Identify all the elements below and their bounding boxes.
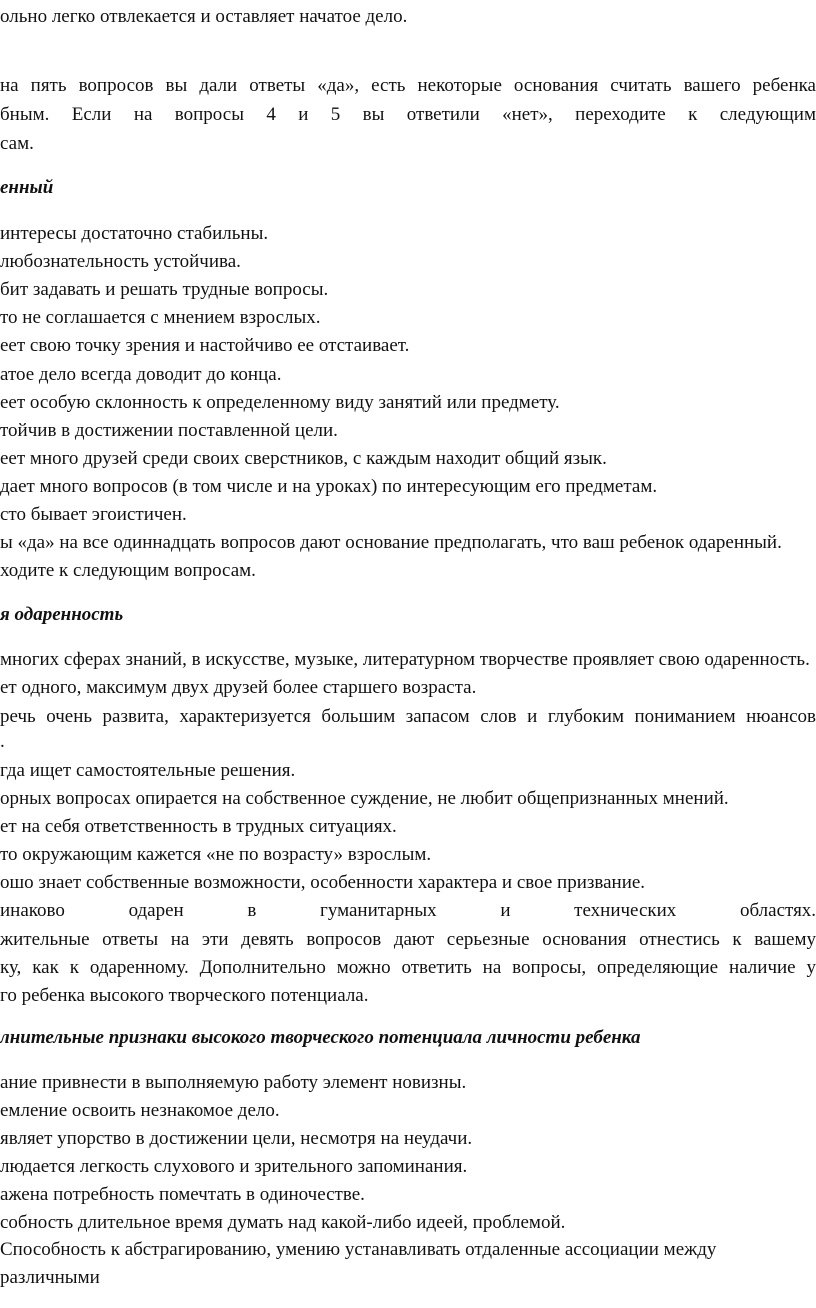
list-item: то окружающим кажется «не по возрасту» взрослым. bbox=[0, 844, 432, 865]
list-item: еет особую склонность к определенному виду занятий или предмету. bbox=[0, 392, 560, 413]
speech-line2: . bbox=[0, 731, 5, 752]
list-item: людается легкость слухового и зрительного запоминания. bbox=[0, 1156, 468, 1177]
equal-word: инаково bbox=[0, 900, 65, 921]
para1-line1: на пять вопросов вы дали ответы «да», есть некоторые основания считать вашего ребенка bbox=[0, 75, 816, 96]
heading-gifted: енный bbox=[0, 177, 54, 198]
list-item: орных вопросах опирается на собственное суждение, не любит общепризнанных мнений. bbox=[0, 788, 729, 809]
list-item: любознательность устойчива. bbox=[0, 251, 241, 272]
list-item: атое дело всегда доводит до конца. bbox=[0, 364, 282, 385]
list-item: еет свою точку зрения и настойчиво ее отстаивает. bbox=[0, 335, 410, 356]
list-item: собность длительное время думать над какой-либо идеей, проблемой. bbox=[0, 1212, 566, 1233]
list-item: тойчив в достижении поставленной цели. bbox=[0, 420, 338, 441]
list-item: многих сферах знаний, в искусстве, музыке, литературном творчестве проявляет свою одаренность. bbox=[0, 649, 810, 670]
speech-line1: речь очень развита, характеризуется большим запасом слов и глубоким пониманием нюансов bbox=[0, 706, 816, 727]
list-item: интересы достаточно стабильны. bbox=[0, 223, 269, 244]
heading-talent: я одаренность bbox=[0, 604, 124, 625]
list-item: емление освоить незнакомое дело. bbox=[0, 1100, 280, 1121]
heading-creative: лнительные признаки высокого творческого потенциала личности ребенка bbox=[0, 1027, 641, 1048]
talent-conclusion-line3: го ребенка высокого творческого потенциала. bbox=[0, 985, 369, 1006]
list-item: гда ищет самостоятельные решения. bbox=[0, 760, 296, 781]
list-item: ошо знает собственные возможности, особенности характера и свое призвание. bbox=[0, 872, 646, 893]
intro-tail-line: ольно легко отвлекается и оставляет начатое дело. bbox=[0, 6, 408, 27]
equal-word: в bbox=[247, 900, 257, 921]
list-item: ет одного, максимум двух друзей более старшего возраста. bbox=[0, 677, 477, 698]
equal-word: областях. bbox=[739, 900, 816, 921]
equal-talent-line bbox=[0, 899, 816, 923]
equal-word: технических bbox=[574, 900, 677, 921]
list-item: являет упорство в достижении цели, несмотря на неудачи. bbox=[0, 1128, 473, 1149]
para1-line2: бным. Если на вопросы 4 и 5 вы ответили «нет», переходите к следующим bbox=[0, 104, 816, 125]
creative-last-line1: Способность к абстрагированию, умению устанавливать отдаленные ассоциации между bbox=[0, 1239, 717, 1260]
list-item: дает много вопросов (в том числе и на уроках) по интересующим его предметам. bbox=[0, 476, 658, 497]
equal-word: гуманитарных bbox=[320, 900, 437, 921]
equal-word: и bbox=[500, 900, 511, 921]
list-item: то не соглашается с мнением взрослых. bbox=[0, 307, 321, 328]
gifted-conclusion-line1: ы «да» на все одиннадцать вопросов дают основание предполагать, что ваш ребенок одаренный. bbox=[0, 532, 782, 553]
list-item: ание привнести в выполняемую работу элемент новизны. bbox=[0, 1072, 467, 1093]
list-item: сто бывает эгоистичен. bbox=[0, 504, 187, 525]
creative-last-line2: различными bbox=[0, 1267, 100, 1288]
talent-conclusion-line2: ку, как к одаренному. Дополнительно можно ответить на вопросы, определяющие наличие у bbox=[0, 957, 816, 978]
para1-line3: сам. bbox=[0, 133, 34, 154]
list-item: ажена потребность помечтать в одиночестве. bbox=[0, 1184, 365, 1205]
list-item: ет на себя ответственность в трудных ситуациях. bbox=[0, 816, 397, 837]
gifted-conclusion-line2: ходите к следующим вопросам. bbox=[0, 560, 256, 581]
equal-word: одарен bbox=[128, 900, 184, 921]
list-item: еет много друзей среди своих сверстников, с каждым находит общий язык. bbox=[0, 448, 607, 469]
list-item: бит задавать и решать трудные вопросы. bbox=[0, 279, 329, 300]
talent-conclusion-line1: жительные ответы на эти девять вопросов дают серьезные основания отнестись к вашему bbox=[0, 929, 816, 950]
